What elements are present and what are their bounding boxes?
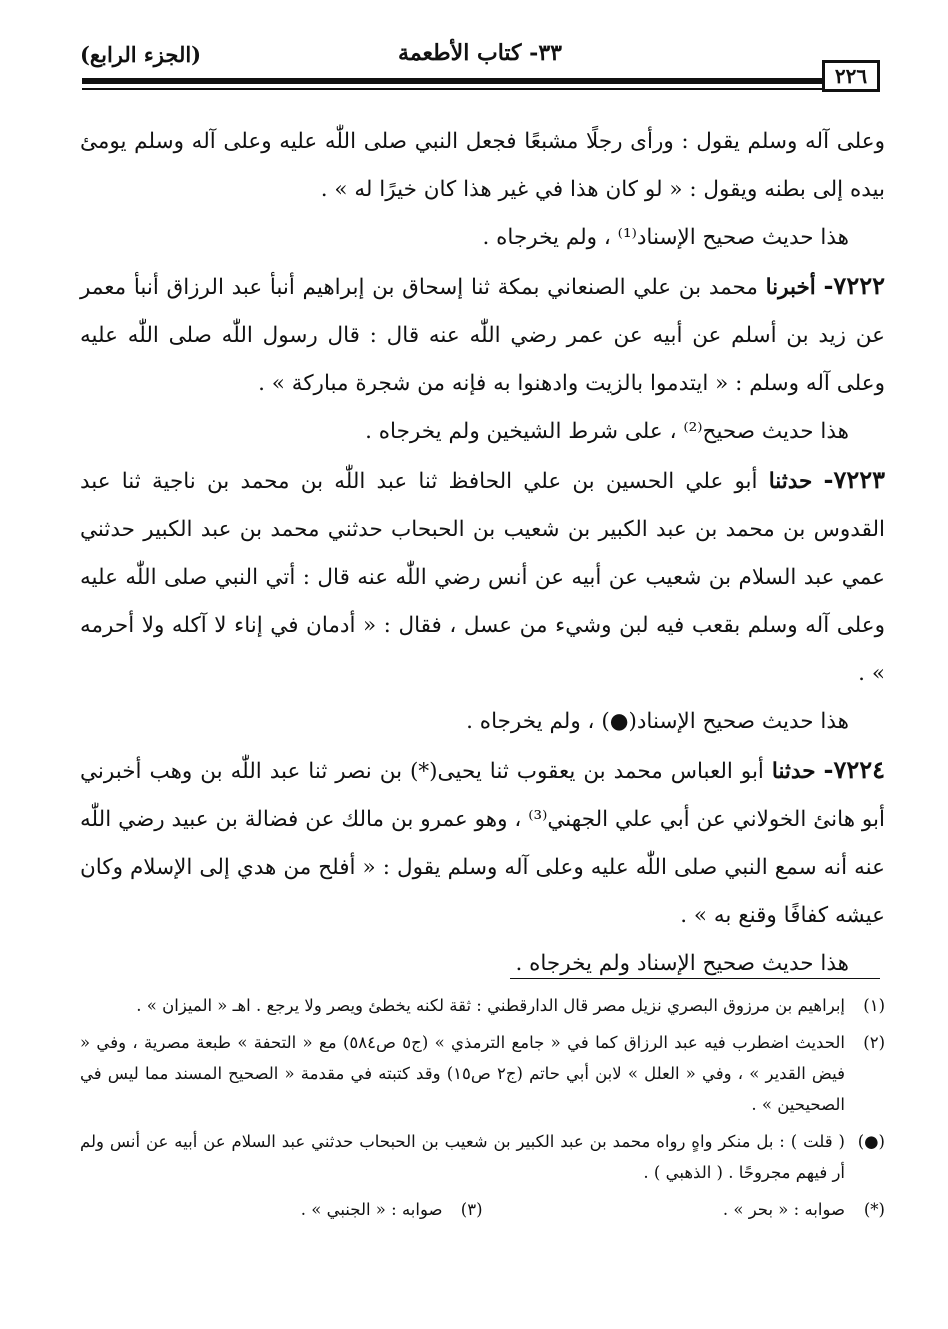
footnote-star (483, 1194, 886, 1225)
main-text (80, 118, 885, 988)
paragraph: وعلى آله وسلم يقول : ورأى رجلًا مشبعًا فجعل النبي صلى اللّٰه عليه وعلى آله وسلم يومئ بيده إلى بطنه ويقول : « لو كان هذا في غير هذا كان خيرًا له » . (80, 129, 885, 202)
footnote-text: ( قلت ) : بل منكر واهٍ رواه محمد بن عبد الكبير بن شعيب بن الحبحاب حدثني عبد السلام عن أبيه عن أنس ولم أر فيهم مجروحًا . ( الذهبي ) . (80, 1132, 845, 1182)
footnote-row (80, 1194, 885, 1225)
volume-label: (الجزء الرابع) (80, 42, 202, 67)
footnote-marker: (*) (863, 1200, 885, 1219)
footnote-2 (80, 1027, 885, 1120)
narration-word: حدثنا (768, 469, 813, 494)
footnote-text: صوابه : « بحر » . (722, 1200, 845, 1219)
header-rule-thick (82, 78, 824, 84)
footnote-text: صوابه : « الجنبي » . (300, 1200, 443, 1219)
hadith-text: أبو علي الحسين بن علي الحافظ ثنا عبد اللّٰه بن محمد بن ناجية ثنا عبد القدوس بن محمد بن عبد الكبير بن شعيب بن الحبحاب حدثني محمد بن عبد الكبير حدثني عمي عبد السلام بن شعيب عن أبيه عن أنس رضي اللّٰه عنه قال : أتي النبي صلى اللّٰه عليه وعلى آله وسلم بقعب فيه لبن وشيء من عسل ، فقال : « أدمان في إناء لا آكله ولا أحرمه » . (80, 469, 885, 686)
header-rule-thin (82, 88, 824, 90)
footnote-marker: (٣) (460, 1200, 483, 1219)
footnote-dot (80, 1126, 885, 1188)
hadith-7223 (80, 456, 885, 698)
hadith-number: ٧٢٢٣- (823, 465, 885, 494)
footnote-separator (510, 978, 880, 979)
footnotes (80, 990, 885, 1225)
footnote-3 (80, 1194, 483, 1225)
footnote-marker: (٢) (863, 1033, 885, 1052)
page-number: ٢٢٦ (822, 60, 880, 92)
hadith-number: ٧٢٢٢- (823, 271, 885, 300)
page-header (80, 38, 880, 74)
grading-note: هذا حديث صحيح الإسناد ولم يخرجاه . (515, 951, 849, 976)
hadith-text: أبو العباس محمد بن يعقوب ثنا يحيى(*) بن نصر ثنا عبد اللّٰه بن وهب أخبرني أبو هانئ الخولاني عن أبي علي الجهني⁽³⁾ ، وهو عمرو بن مالك عن فضالة بن عبيد رضي اللّٰه عنه أنه سمع النبي صلى اللّٰه عليه وعلى آله وسلم يقول : « أفلح من هدي إلى الإسلام وكان عيشه كفافًا وقنع به » . (80, 759, 885, 928)
footnote-1 (80, 990, 885, 1021)
narration-word: أخبرنا (765, 275, 816, 300)
grading-note: هذا حديث صحيح الإسناد(●) ، ولم يخرجاه . (466, 709, 849, 734)
footnote-text: إبراهيم بن مرزوق البصري نزيل مصر قال الدارقطني : ثقة لكنه يخطئ ويصر ولا يرجع . اهـ « الميزان » . (136, 996, 845, 1015)
hadith-7224 (80, 746, 885, 940)
hadith-7222 (80, 262, 885, 408)
grading-note: هذا حديث صحيح الإسناد⁽¹⁾ ، ولم يخرجاه . (482, 225, 849, 250)
chapter-title: ٣٣- كتاب الأطعمة (398, 40, 562, 66)
narration-word: حدثنا (771, 759, 816, 784)
grading-note: هذا حديث صحيح⁽²⁾ ، على شرط الشيخين ولم يخرجاه . (365, 419, 849, 444)
hadith-text: محمد بن علي الصنعاني بمكة ثنا إسحاق بن إبراهيم أنبأ عبد الرزاق أنبأ معمر عن زيد بن أسلم عن أبيه عن عمر رضي اللّٰه عنه قال : قال رسول اللّٰه صلى اللّٰه عليه وعلى آله وسلم : « ايتدموا بالزيت وادهنوا به فإنه من شجرة مباركة » . (80, 275, 885, 396)
footnote-marker: (١) (863, 996, 885, 1015)
footnote-marker: (●) (857, 1132, 885, 1151)
footnote-text: الحديث اضطرب فيه عبد الرزاق كما في « جامع الترمذي » (ج٥ ص٥٨٤) مع « التحفة » طبعة مصرية ، وفي « فيض القدير » ، وفي « العلل » لابن أبي حاتم (ج٢ ص١٥) وقد كتبته في مقدمة « الصحيح المسند مما ليس في الصحيحين » . (80, 1033, 846, 1114)
hadith-number: ٧٢٢٤- (823, 755, 885, 784)
